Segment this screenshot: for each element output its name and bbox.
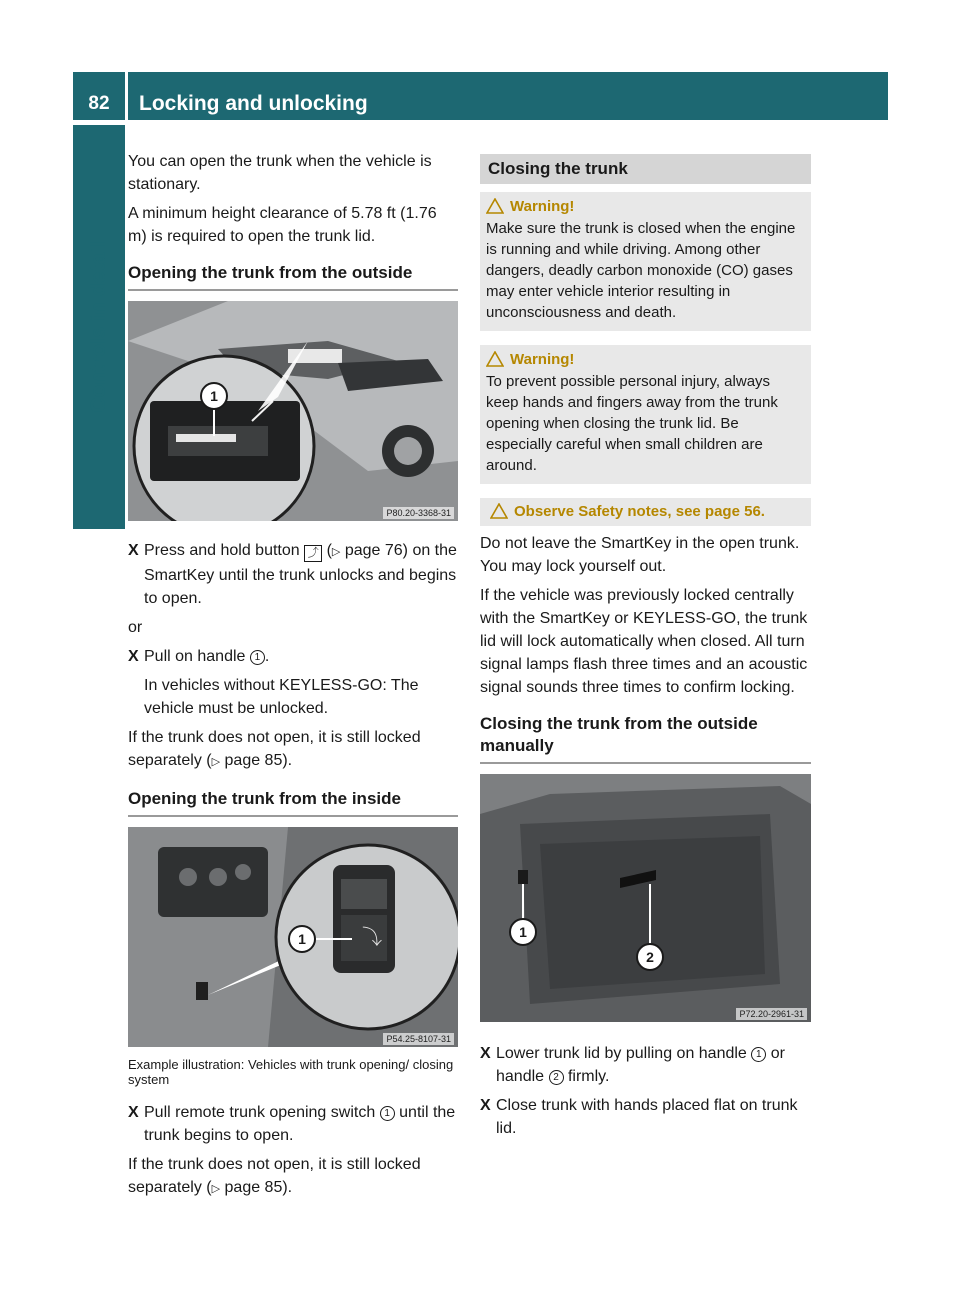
figure-trunk-outside: [128, 301, 458, 521]
callout-1-icon: 1: [250, 650, 265, 665]
step-close-trunk: X Close trunk with hands placed flat on trunk lid.: [480, 1094, 811, 1140]
page-reference-icon: ▷: [331, 546, 341, 558]
fig1-callout-1: 1: [210, 388, 218, 404]
page-reference-icon: ▷: [211, 756, 221, 768]
warning-triangle-icon: [486, 351, 504, 367]
trunk-lid-illustration: [480, 774, 811, 1022]
header-separator: [125, 72, 128, 120]
section-title-closing: Closing the trunk: [480, 154, 811, 184]
fig3-callout-1: 1: [519, 924, 527, 940]
step-pull-handle: X Pull on handle 1 .: [128, 645, 458, 668]
warning-box-1: [480, 192, 811, 331]
step-press-button: X Press and hold button ⤴ (▷ page 76) on the SmartKey until the trunk unlocks and begins to open.: [128, 539, 458, 610]
warning-text: Make sure the trunk is closed when the engine is running and while driving. Among other dangers, deadly carbon monoxide (CO) gases may enter vehicle interior resulting in unconsciousness and death.: [486, 220, 796, 321]
left-column: [128, 150, 458, 1207]
trunk-inside-illustration: [128, 827, 458, 1047]
chapter-title: Locking and unlocking: [139, 92, 368, 115]
heading-opening-inside: Opening the trunk from the inside: [128, 788, 458, 817]
figure-code: P72.20-2961-31: [736, 1008, 807, 1020]
warning-title: Warning!: [510, 351, 575, 368]
warning-box-2: [480, 345, 811, 484]
warning-triangle-icon: [486, 198, 504, 214]
page-reference-icon: ▷: [211, 1183, 221, 1195]
svg-text:⤵: ⤵: [362, 925, 382, 949]
auto-lock-note: If the vehicle was previously locked centrally with the SmartKey or KEYLESS-GO, the trunk lid will lock automatically when closed. All turn signal lamps flash three times and an acoustic signal sounds three times to confirm locking.: [480, 587, 808, 696]
callout-1-icon: 1: [751, 1047, 766, 1062]
intro-paragraph-1: You can open the trunk when the vehicle is stationary.: [128, 153, 432, 193]
step-marker: X: [128, 648, 139, 665]
not-open-note-2: If the trunk does not open, it is still locked separately (▷ page 85).: [128, 1156, 421, 1196]
figure-trunk-closing: [480, 774, 811, 1022]
step-lower-lid: X Lower trunk lid by pulling on handle 1 or handle 2 firmly.: [480, 1042, 811, 1088]
step-marker: X: [128, 542, 139, 559]
right-column: [480, 154, 811, 1146]
step-marker: X: [480, 1045, 491, 1062]
page-number: 82: [88, 93, 110, 114]
smartkey-note: Do not leave the SmartKey in the open trunk. You may lock yourself out.: [480, 535, 800, 575]
side-tab-label: Controls in detail: [87, 241, 110, 413]
trunk-button-icon: ⤴: [304, 545, 322, 562]
warning-text: To prevent possible personal injury, always keep hands and fingers away from the trunk opening when closing the trunk lid. Be especially careful when small children are around.: [486, 373, 778, 474]
or-text: or: [128, 619, 143, 636]
warning-title: Warning!: [510, 198, 575, 215]
fig3-callout-2: 2: [646, 949, 654, 965]
figure-caption: Example illustration: Vehicles with trunk opening/ closing system: [128, 1057, 454, 1087]
callout-2-icon: 2: [549, 1070, 564, 1085]
keyless-note: In vehicles without KEYLESS-GO: The vehicle must be unlocked.: [144, 677, 419, 717]
fig2-callout-1: 1: [298, 931, 306, 947]
heading-closing-manually: Closing the trunk from the outside manually: [480, 713, 811, 764]
heading-opening-outside: Opening the trunk from the outside: [128, 262, 458, 291]
figure-code: P80.20-3368-31: [383, 507, 454, 519]
step-marker: X: [128, 1104, 139, 1121]
warning-triangle-icon: [490, 503, 508, 519]
step-marker: X: [480, 1097, 491, 1114]
not-open-note-1: If the trunk does not open, it is still locked separately (▷ page 85).: [128, 729, 421, 769]
callout-1-icon: 1: [380, 1106, 395, 1121]
step-pull-switch: X Pull remote trunk opening switch 1 until the trunk begins to open.: [128, 1101, 458, 1147]
trunk-outside-illustration: [128, 301, 458, 521]
intro-paragraph-2: A minimum height clearance of 5.78 ft (1.76 m) is required to open the trunk lid.: [128, 205, 437, 245]
figure-code: P54.25-8107-31: [383, 1033, 454, 1045]
safety-note-box: [480, 498, 811, 526]
figure-trunk-inside: [128, 827, 458, 1047]
safety-note: Observe Safety notes, see page 56.: [514, 503, 765, 520]
